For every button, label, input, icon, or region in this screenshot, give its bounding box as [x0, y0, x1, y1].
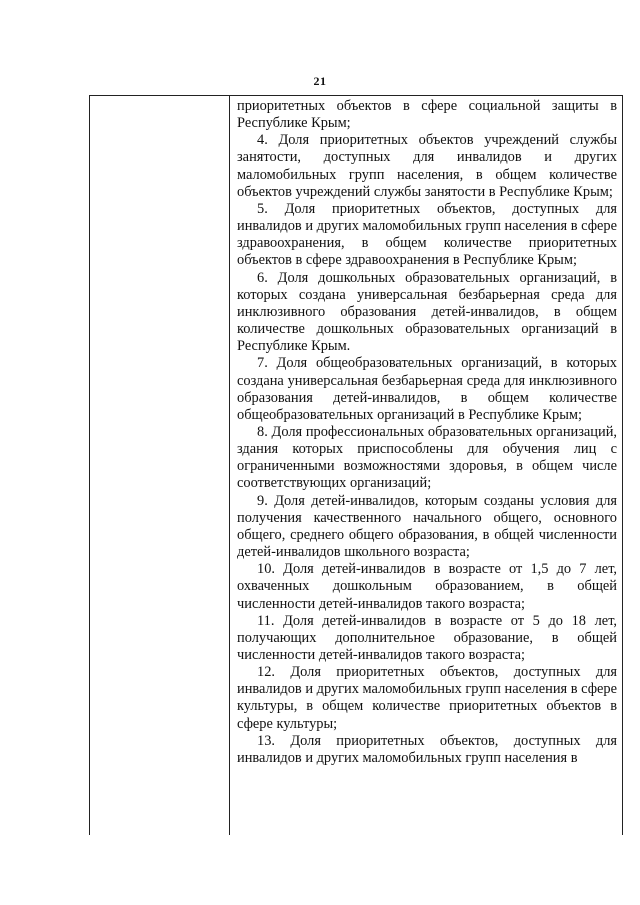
indicator-paragraph-13: 13. Доля приоритетных объектов, доступных для инвалидов и других маломобильных групп населения в — [237, 732, 617, 766]
indicator-paragraph-10: 10. Доля детей-инвалидов в возрасте от 1,5 до 7 лет, охваченных дошкольным образованием, в общей численности детей-инвалидов такого возраста; — [237, 561, 617, 612]
indicator-paragraph-continued: приоритетных объектов в сфере социальной защиты в Республике Крым; — [237, 98, 617, 132]
document-table — [89, 95, 623, 835]
column-divider — [229, 96, 230, 835]
indicator-paragraph-12: 12. Доля приоритетных объектов, доступных для инвалидов и других маломобильных групп населения в сфере культуры, в общем количестве приоритетных объектов в сфере культуры; — [237, 664, 617, 732]
indicator-paragraph-5: 5. Доля приоритетных объектов, доступных для инвалидов и других маломобильных групп населения в сфере здравоохранения, в общем количестве приоритетных объектов в сфере здравоохранения в Республике Крым; — [237, 200, 617, 269]
indicator-paragraph-8: 8. Доля профессиональных образовательных организаций, здания которых приспособлены для обучения лиц с ограниченными возможностями здоровья, в общем числе соответствующих организаций; — [237, 423, 617, 492]
indicator-paragraph-4: 4. Доля приоритетных объектов учреждений службы занятости, доступных для инвалидов и других маломобильных групп населения, в общем количестве объектов учреждений службы занятости в Республике Крым; — [237, 132, 617, 200]
indicator-paragraph-6: 6. Доля дошкольных образовательных организаций, в которых создана универсальная безбарьерная среда для инклюзивного образования детей-инвалидов, в общем количестве дошкольных образовательных организаций в Республике Крым. — [237, 269, 617, 355]
indicator-paragraph-9: 9. Доля детей-инвалидов, которым созданы условия для получения качественного начального общего, основного общего, среднего общего образования, в общей численности детей-инвалидов школьного возраста; — [237, 492, 617, 561]
page-number: 21 — [313, 74, 327, 88]
indicators-cell — [237, 98, 617, 767]
indicator-paragraph-11: 11. Доля детей-инвалидов в возрасте от 5 до 18 лет, получающих дополнительное образование, в общей численности детей-инвалидов такого возраста; — [237, 612, 617, 663]
indicator-paragraph-7: 7. Доля общеобразовательных организаций, в которых создана универсальная безбарьерная среда для инклюзивного образования детей-инвалидов, в общем количестве общеобразовательных организаций в Республике Крым; — [237, 355, 617, 423]
